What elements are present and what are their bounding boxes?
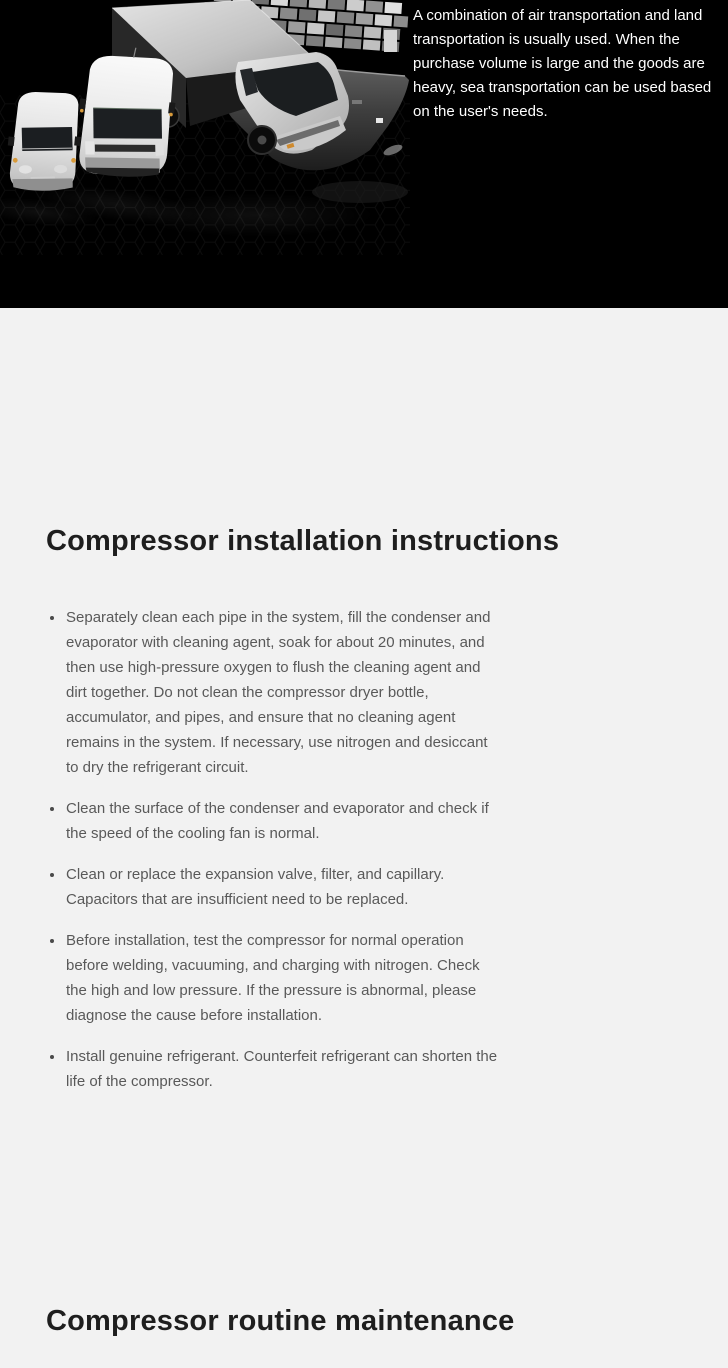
installation-instructions-list — [46, 605, 501, 1094]
installation-instructions-title: Compressor installation instructions — [46, 525, 560, 557]
instruction-item: • Clean the surface of the condenser and evaporator and check if the speed of the cooling fan is normal. — [65, 796, 501, 846]
description-line: A combination of air transportation and land — [413, 7, 703, 24]
instruction-item: • Clean or replace the expansion valve, filter, and capillary. Capacitors that are insufficient need to be replaced. — [65, 862, 501, 912]
routine-maintenance-title: Compressor routine maintenance — [46, 1305, 515, 1337]
hero-banner — [0, 0, 728, 308]
shipping-description — [413, 4, 715, 124]
content-section — [0, 308, 728, 1339]
instruction-item: • Before installation, test the compressor for normal operation before welding, vacuuming, and charging with nitrogen. Check the high and low pressure. If the pressure is abnormal, please diagnose the cause before installation. — [65, 928, 501, 1028]
instruction-item: • Separately clean each pipe in the system, fill the condenser and evaporator with cleaning agent, soak for about 20 minutes, and then use high-pressure oxygen to flush the cleaning agent and dirt together. Do not clean the compressor dryer bottle, accumulator, and pipes, and ensure that no cleaning agent remains in the system. If necessary, use nitrogen and desiccant to dry the refrigerant circuit. — [65, 605, 501, 780]
logistics-photo — [0, 0, 410, 308]
instruction-item: • Install genuine refrigerant. Counterfeit refrigerant can shorten the life of the compressor. — [65, 1044, 501, 1094]
description-line: purchase volume is large and the goods are — [413, 55, 705, 72]
description-line: on the user's needs. — [413, 103, 548, 120]
description-line: transportation is usually used. When the — [413, 31, 680, 48]
description-line: heavy, sea transportation can be used based — [413, 79, 712, 96]
